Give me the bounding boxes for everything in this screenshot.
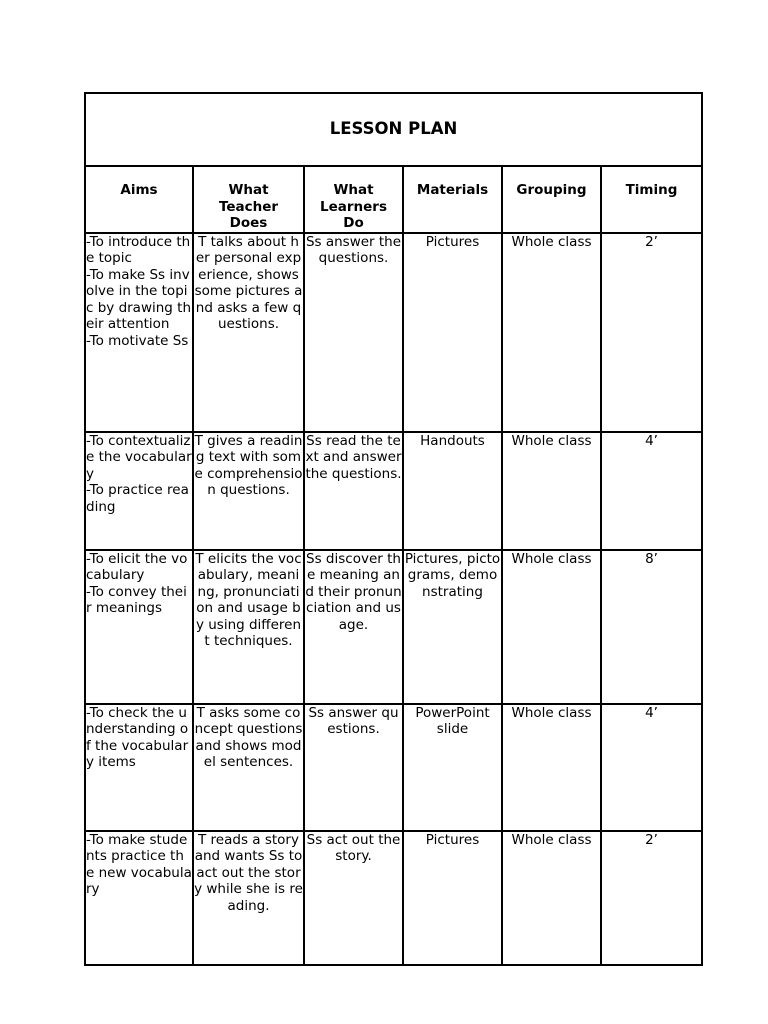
timing-cell: 4’ [601,432,702,550]
table-row [85,432,702,550]
teacher-cell: T elicits the vocabulary, meaning, pronunciation and usage by using different techniques. [193,550,304,704]
aims-cell: -To make students practice the new vocabulary [85,831,193,965]
table-row [85,704,702,831]
page-title: LESSON PLAN [85,93,702,166]
header-timing: Timing [601,166,702,233]
table-row [85,233,702,432]
grouping-cell: Whole class [502,831,601,965]
materials-cell: Pictures [403,831,502,965]
header-aims: Aims [85,166,193,233]
grouping-cell: Whole class [502,550,601,704]
materials-cell: PowerPoint slide [403,704,502,831]
teacher-cell: T asks some concept questions and shows model sentences. [193,704,304,831]
aims-cell: -To check the understanding of the vocabulary items [85,704,193,831]
header-row [85,166,702,233]
lesson-plan-table [84,92,703,966]
aims-cell: -To contextualize the vocabulary -To practice reading [85,432,193,550]
timing-cell: 2’ [601,831,702,965]
learners-cell: Ss discover the meaning and their pronunciation and usage. [304,550,403,704]
header-learners: What Learners Do [304,166,403,233]
aims-cell: -To elicit the vocabulary -To convey their meanings [85,550,193,704]
learners-cell: Ss answer questions. [304,704,403,831]
table-row [85,550,702,704]
header-materials: Materials [403,166,502,233]
table-row [85,831,702,965]
teacher-cell: T talks about her personal experience, shows some pictures and asks a few questions. [193,233,304,432]
materials-cell: Pictures [403,233,502,432]
grouping-cell: Whole class [502,432,601,550]
teacher-cell: T gives a reading text with some comprehension questions. [193,432,304,550]
grouping-cell: Whole class [502,704,601,831]
materials-cell: Handouts [403,432,502,550]
grouping-cell: Whole class [502,233,601,432]
learners-cell: Ss answer the questions. [304,233,403,432]
aims-cell: -To introduce the topic -To make Ss involve in the topic by drawing their attention -To motivate Ss [85,233,193,432]
materials-cell: Pictures, pictograms, demonstrating [403,550,502,704]
timing-cell: 2’ [601,233,702,432]
learners-cell: Ss act out the story. [304,831,403,965]
header-teacher: What Teacher Does [193,166,304,233]
timing-cell: 4’ [601,704,702,831]
teacher-cell: T reads a story and wants Ss to act out the story while she is reading. [193,831,304,965]
learners-cell: Ss read the text and answer the questions. [304,432,403,550]
header-grouping: Grouping [502,166,601,233]
timing-cell: 8’ [601,550,702,704]
